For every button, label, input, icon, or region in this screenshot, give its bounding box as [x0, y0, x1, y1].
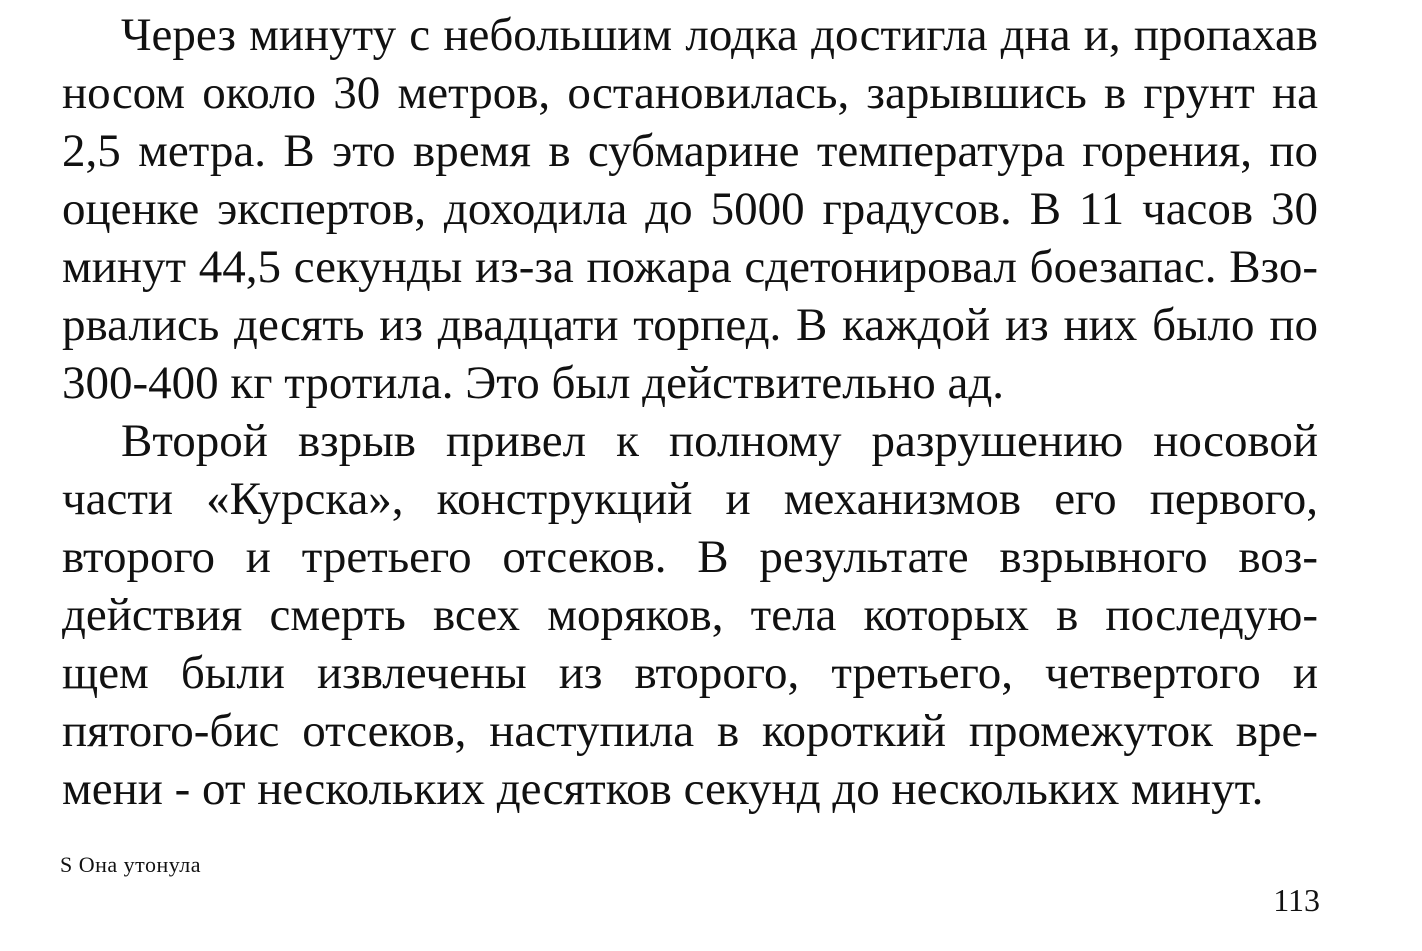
text-line: 300-400 кг тротила. Это был действительно ад.	[62, 357, 1005, 409]
body-text	[62, 6, 1318, 818]
text-line: 2,5 метра. В это время в субмарине температура горения, по	[62, 125, 1318, 177]
text-line: Через минуту с небольшим лодка достигла дна и, пропахав	[121, 9, 1318, 61]
text-line: оценке экспертов, доходила до 5000 градусов. В 11 часов 30	[62, 183, 1318, 235]
text-line: носом около 30 метров, остановилась, зарывшись в грунт на	[62, 67, 1318, 119]
text-line: минут 44,5 секунды из-за пожара сдетонировал боезапас. Взо-	[62, 241, 1318, 293]
text-line: действия смерть всех моряков, тела которых в последую-	[62, 589, 1318, 641]
text-line: щем были извлечены из второго, третьего, четвертого и	[62, 647, 1318, 699]
text-line: пятого-бис отсеков, наступила в короткий промежуток вре-	[62, 705, 1318, 757]
text-line: рвались десять из двадцати торпед. В каждой из них было по	[62, 299, 1318, 351]
text-line: части «Курска», конструкций и механизмов его первого,	[62, 473, 1318, 525]
text-line: второго и третьего отсеков. В результате взрывного воз-	[62, 531, 1318, 583]
paragraph-2	[62, 412, 1318, 818]
text-line: мени - от нескольких десятков секунд до нескольких минут.	[62, 763, 1264, 815]
page-number: 113	[1273, 882, 1320, 918]
text-line: Второй взрыв привел к полному разрушению носовой	[121, 415, 1318, 467]
paragraph-1	[62, 6, 1318, 412]
printer-signature: S Она утонула	[60, 852, 202, 877]
